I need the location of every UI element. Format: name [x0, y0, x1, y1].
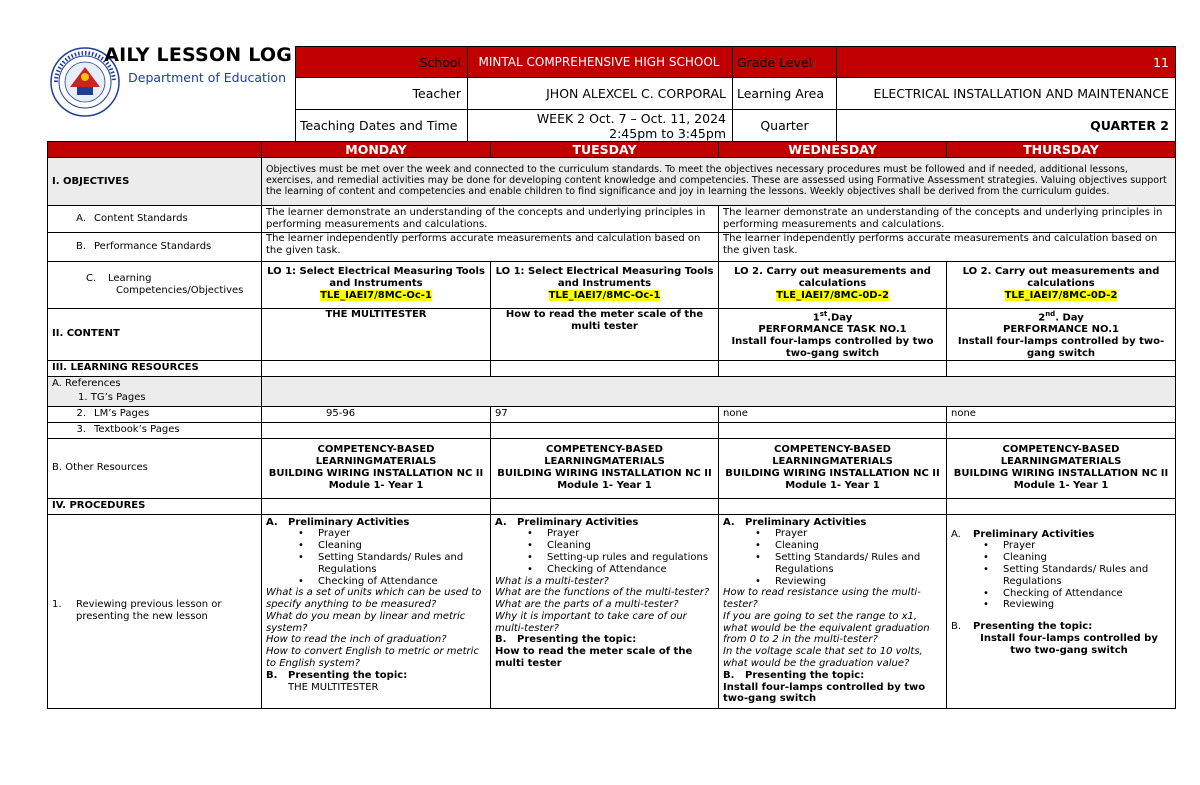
review-question: What is a set of units which can be used to specify anything to be measured? [266, 587, 482, 611]
learning-area-value: ELECTRICAL INSTALLATION AND MAINTENANCE [837, 78, 1176, 110]
review-lesson-num: 1. [52, 599, 62, 611]
procedure-tuesday: A. Preliminary Activities • Prayer • Cleaning • Setting-up rules and regulations • Checking of Attendance What is a multi-tester? What are the functions of the multi-tester? What are the parts of a multi-tester? Why it is important to take care of our multi-tester? B. Presenting the topic: How to read the meter scale of the multi tester [491, 514, 719, 708]
review-question: What is a multi-tester? [495, 575, 609, 587]
competency-code: TLE_IAEI7/8MC-0D-2 [776, 289, 889, 301]
procedures-cell [719, 498, 947, 514]
school-value: MINTAL COMPREHENSIVE HIGH SCHOOL [468, 47, 733, 78]
teaching-week: WEEK 2 Oct. 7 – Oct. 11, 2024 [536, 110, 726, 126]
competency-code: TLE_IAEI7/8MC-Oc-1 [548, 289, 661, 301]
preliminary-list-monday [266, 528, 486, 587]
textbook-pages-num: 3. [76, 424, 86, 436]
teaching-time: 2:45pm to 3:45pm [609, 125, 726, 141]
list-item: • Cleaning [495, 540, 714, 552]
competencies-text: Learning Competencies/Objectives [108, 273, 244, 296]
lm-pages-num: 2. [76, 408, 86, 420]
performance-standards-right: The learner independently performs accurate measurements and calculation based on the given task. [719, 233, 1176, 262]
content-label: II. CONTENT [48, 309, 262, 361]
topic-thursday: Install four-lamps controlled by two two-gang switch [980, 632, 1158, 656]
procedures-label: IV. PROCEDURES [48, 498, 262, 514]
day-monday: MONDAY [262, 142, 491, 158]
review-question: How to read the inch of graduation? [266, 634, 447, 646]
topic-wednesday: Install four-lamps controlled by two two-gang switch [723, 681, 926, 705]
list-item: • Checking of Attendance [495, 564, 714, 576]
other-resources-monday: COMPETENCY-BASED LEARNINGMATERIALS BUILDING WIRING INSTALLATION NC II Module 1- Year 1 [262, 438, 491, 498]
review-questions-wednesday [723, 587, 942, 670]
list-item: • Cleaning [723, 540, 942, 552]
textbook-cell [262, 422, 491, 438]
review-question: What are the parts of a multi-tester? [495, 599, 679, 611]
lm-pages-wednesday: none [719, 406, 947, 422]
competency-text: LO 2. Carry out measurements and calculations [734, 266, 931, 289]
content-day-thursday: 2nd. Day [1038, 310, 1084, 324]
list-item: • Cleaning [951, 552, 1171, 564]
competency-text: LO 1: Select Electrical Measuring Tools and Instruments [267, 266, 485, 289]
lm-pages-label [48, 406, 262, 422]
review-questions-tuesday [495, 576, 714, 635]
performance-standards-text: Performance Standards [94, 241, 212, 253]
objectives-label: I. OBJECTIVES [48, 158, 262, 206]
teacher-label: Teacher [296, 78, 468, 110]
department-label: Department of Education [128, 70, 286, 85]
preliminary-list-thursday [951, 540, 1171, 611]
teacher-value: JHON ALEXCEL C. CORPORAL [468, 78, 733, 110]
references-heading: A. References [52, 377, 121, 389]
competency-tuesday [491, 262, 719, 309]
competency-text: LO 2. Carry out measurements and calculations [962, 266, 1160, 289]
list-item: • Reviewing [951, 599, 1171, 611]
list-item: • Checking of Attendance [951, 588, 1171, 600]
day-tuesday: TUESDAY [491, 142, 719, 158]
list-item: • Prayer [951, 540, 1171, 552]
competencies-label [48, 262, 262, 309]
list-item: • Reviewing [723, 576, 942, 588]
lm-pages-tuesday: 97 [491, 406, 719, 422]
content-standards-text: Content Standards [94, 213, 188, 225]
objectives-text: Objectives must be met over the week and connected to the curriculum standards. To meet the objectives necessary procedures must be followed and if needed, additional lessons, exercises, and remedial activities may be done for developing content knowledge and competencies. These are assessed using Formative Assessment strategies. Valuing objectives support the learning of content and competencies and enable children to find significance and joy in learning the lessons. Weekly objectives shall be derived from the curriculum guides. [262, 158, 1176, 206]
procedures-cell [262, 498, 491, 514]
competency-monday [262, 262, 491, 309]
list-item: • Setting Standards/ Rules and Regulations [723, 552, 942, 576]
procedure-thursday: A. Preliminary Activities • Prayer • Cleaning • Setting Standards/ Rules and Regulations • Checking of Attendance • Reviewing B. Presenting the topic: Install four-lamps controlled by two two-gang switch [947, 514, 1176, 708]
lesson-log-table [47, 141, 1176, 709]
competency-wednesday [719, 262, 947, 309]
other-resources-label: B. Other Resources [48, 438, 262, 498]
day-thursday: THURSDAY [947, 142, 1176, 158]
list-item: • Prayer [723, 528, 942, 540]
content-wednesday [719, 309, 947, 361]
textbook-pages-text: Textbook’s Pages [94, 424, 180, 436]
page-title: AILY LESSON LOG [104, 44, 292, 66]
list-item: • Setting Standards/ Rules and Regulations [951, 564, 1171, 588]
quarter-label: Quarter [733, 110, 837, 142]
content-standards-right: The learner demonstrate an understanding of the concepts and underlying principles in performing measurements and calculations. [719, 206, 1176, 233]
procedures-cell [491, 498, 719, 514]
procedure-monday: A. Preliminary Activities • Prayer • Cleaning • Setting Standards/ Rules and Regulations • Checking of Attendance What is a set of units which can be used to specify anything to be measured? What do you mean by linear and metric system? How to read the inch of graduation? How to convert English to metric or metric to English system? B. Presenting the topic: THE MULTITESTER [262, 514, 491, 708]
corner-cell [48, 142, 262, 158]
preliminary-list-wednesday [723, 528, 942, 587]
content-task-wednesday: PERFORMANCE TASK NO.1 [758, 324, 907, 336]
learning-area-label: Learning Area [733, 78, 837, 110]
performance-standards-left: The learner independently performs accurate measurements and calculation based on the given task. [262, 233, 719, 262]
competency-text: LO 1: Select Electrical Measuring Tools and Instruments [495, 266, 714, 289]
topic-tuesday: How to read the meter scale of the multi tester [495, 646, 693, 670]
review-question: What do you mean by linear and metric system? [266, 610, 466, 634]
review-questions-monday [266, 587, 486, 670]
other-resources-tuesday: COMPETENCY-BASED LEARNINGMATERIALS BUILDING WIRING INSTALLATION NC II Module 1- Year 1 [491, 438, 719, 498]
competency-thursday [947, 262, 1176, 309]
day-wednesday: WEDNESDAY [719, 142, 947, 158]
review-question: If you are going to set the range to x1, what would be the equivalent graduation from 0 to 2 in the multi-tester? [723, 610, 930, 646]
review-question: Why it is important to take care of our multi-tester? [495, 610, 687, 634]
grade-level-value: 11 [837, 47, 1176, 78]
tg-pages-label: 1. TG’s Pages [78, 392, 146, 404]
list-item: • Cleaning [266, 540, 486, 552]
review-question: In the voltage scale that set to 10 volts, what would be the graduation value? [723, 646, 923, 670]
textbook-cell [947, 422, 1176, 438]
content-thursday [947, 309, 1176, 361]
lm-pages-monday: 95-96 [262, 406, 491, 422]
review-question: What are the functions of the multi-tester? [495, 587, 710, 599]
lm-pages-text: LM’s Pages [94, 408, 150, 420]
procedures-cell [947, 498, 1176, 514]
list-item: • Setting Standards/ Rules and Regulations [266, 552, 486, 576]
resources-cell [719, 360, 947, 376]
review-question: How to convert English to metric or metric to English system? [266, 646, 479, 670]
topic-monday: THE MULTITESTER [288, 681, 379, 693]
learning-resources-label: III. LEARNING RESOURCES [48, 360, 262, 376]
list-item: • Prayer [266, 528, 486, 540]
content-standards-label [48, 206, 262, 233]
content-desc-wednesday: Install four-lamps controlled by two two-gang switch [731, 335, 934, 359]
school-label: School [296, 47, 468, 78]
resources-cell [947, 360, 1176, 376]
preliminary-list-tuesday [495, 528, 714, 575]
content-desc-thursday: Install four-lamps controlled by two-gang switch [957, 335, 1165, 359]
quarter-value: QUARTER 2 [837, 110, 1176, 142]
content-day-wednesday: 1st.Day [812, 310, 853, 324]
header-info-table [295, 46, 1176, 142]
competency-code: TLE_IAEI7/8MC-Oc-1 [320, 289, 432, 301]
references-cell [262, 376, 1176, 406]
textbook-cell [719, 422, 947, 438]
content-tuesday: How to read the meter scale of the multi tester [491, 309, 719, 361]
resources-cell [262, 360, 491, 376]
other-resources-wednesday: COMPETENCY-BASED LEARNINGMATERIALS BUILDING WIRING INSTALLATION NC II Module 1- Year 1 [719, 438, 947, 498]
grade-level-label: Grade Level [733, 47, 837, 78]
references-label [48, 376, 262, 406]
performance-standards-label [48, 233, 262, 262]
lm-pages-thursday: none [947, 406, 1176, 422]
teaching-dates-label: Teaching Dates and Time [296, 110, 468, 142]
procedure-wednesday: A. Preliminary Activities • Prayer • Cleaning • Setting Standards/ Rules and Regulations • Reviewing How to read resistance using the multi-tester? If you are going to set the range to x1, what would be the equivalent graduation from 0 to 2 in the multi-tester? In the voltage scale that set to 10 volts, what would be the graduation value? B. Presenting the topic: Install four-lamps controlled by two two-gang switch [719, 514, 947, 708]
content-standards-left: The learner demonstrate an understanding of the concepts and underlying principles in performing measurements and calculations. [262, 206, 719, 233]
performance-standards-num: B. [75, 241, 86, 253]
review-lesson-label [48, 514, 262, 708]
review-question: How to read resistance using the multi-tester? [723, 587, 921, 611]
content-monday: THE MULTITESTER [262, 309, 491, 361]
review-lesson-text: Reviewing previous lesson or presenting the new lesson [76, 599, 222, 623]
competency-code: TLE_IAEI7/8MC-0D-2 [1004, 289, 1118, 301]
list-item: • Prayer [495, 528, 714, 540]
other-resources-thursday: COMPETENCY-BASED LEARNINGMATERIALS BUILDING WIRING INSTALLATION NC II Module 1- Year 1 [947, 438, 1176, 498]
textbook-cell [491, 422, 719, 438]
teaching-dates-value [468, 110, 733, 142]
list-item: • Checking of Attendance [266, 576, 486, 588]
resources-cell [491, 360, 719, 376]
content-task-thursday: PERFORMANCE NO.1 [1002, 324, 1119, 336]
textbook-pages-label [48, 422, 262, 438]
competencies-num: C. [86, 273, 97, 285]
list-item: • Setting-up rules and regulations [495, 552, 714, 564]
content-standards-num: A. [76, 213, 86, 225]
